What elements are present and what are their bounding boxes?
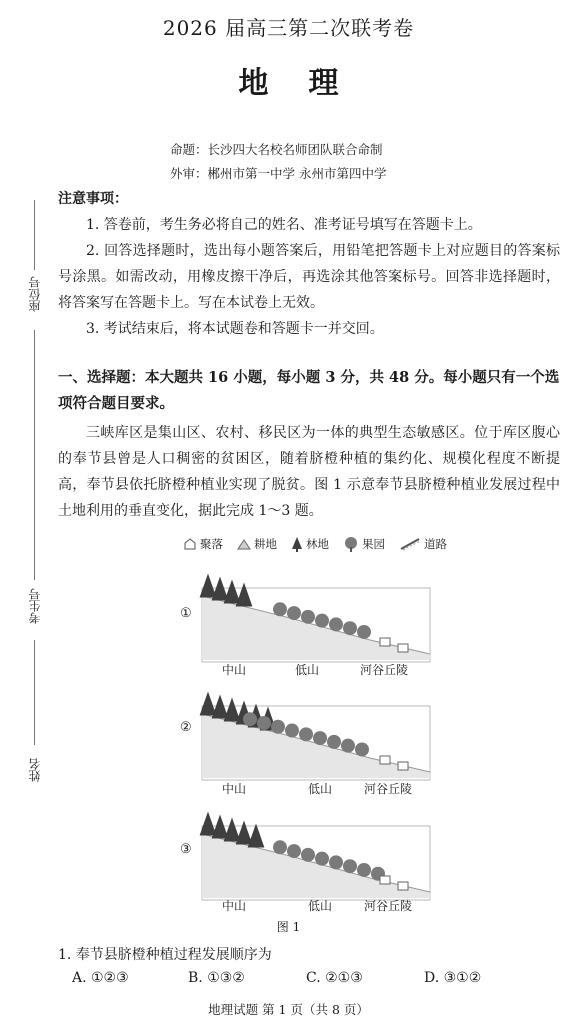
settlement-icon: [183, 537, 197, 551]
orchard-tree: [273, 602, 287, 616]
orchard-tree: [257, 716, 271, 730]
option-d[interactable]: D. ③①②: [424, 970, 482, 986]
legend-settlement: 聚落: [183, 536, 223, 552]
forest-tree: [236, 821, 253, 845]
forest-tree: [224, 580, 241, 604]
side-label-seat: 座位号: [28, 276, 42, 312]
panel-2-label-low: 低山: [308, 782, 333, 796]
orchard-tree: [327, 735, 341, 749]
settlement-house: [398, 644, 408, 652]
orchard-icon: [343, 536, 359, 552]
figure-caption: 图 1: [276, 920, 301, 934]
side-label-name: 姓名: [28, 758, 42, 782]
orchard-tree: [301, 610, 315, 624]
panel-1-label-mid: 中山: [222, 663, 247, 677]
orchard-tree: [271, 720, 285, 734]
panel-1-number: ①: [180, 606, 192, 621]
orchard-tree: [313, 731, 327, 745]
margin-line-name: [34, 640, 35, 745]
forest-tree: [224, 818, 241, 842]
forest-tree: [200, 692, 217, 716]
forest-tree: [200, 812, 217, 836]
orchard-tree: [357, 863, 371, 877]
section-heading: 一、选择题：本大题共 16 小题，每小题 3 分，共 48 分。每小题只有一个选项符合题目要求。: [58, 369, 560, 412]
road-icon: [399, 537, 421, 551]
figure-legend: [183, 536, 447, 552]
settlement-house: [398, 762, 408, 770]
option-a[interactable]: A. ①②③: [72, 970, 129, 986]
forest-icon: [291, 536, 303, 552]
panel-2-number: ②: [180, 720, 192, 735]
orchard-tree: [273, 840, 287, 854]
legend-orchard: 果园: [343, 536, 385, 552]
reviewer-line: 外审：郴州市第一中学 永州市第四中学: [170, 166, 387, 181]
setter-line: 命题：长沙四大名校名师团队联合命制: [170, 142, 383, 157]
orchard-tree: [355, 742, 369, 756]
settlement-house: [380, 756, 390, 764]
farmland-icon: [237, 537, 251, 551]
page-footer: 地理试题 第 1 页（共 8 页）: [208, 1002, 369, 1017]
notice-item-2: 2. 回答选择题时，选出每小题答案后，用铅笔把答题卡上对应题目的答案标号涂黑。如需改动，用橡皮擦干净后，再选涂其他答案标号。回答非选择题时，将答案写在答题卡上。写在本试卷上无效。: [58, 243, 560, 311]
settlement-house: [398, 882, 408, 890]
orchard-tree: [357, 625, 371, 639]
legend-forest: 林地: [291, 536, 329, 552]
exam-title: 2026 届高三第二次联考卷: [162, 16, 415, 40]
side-label-exam-no: 考生号: [28, 588, 42, 624]
orchard-tree: [315, 852, 329, 866]
question-1-stem: 1. 奉节县脐橙种植过程发展顺序为: [58, 947, 272, 963]
panel-3-label-mid: 中山: [222, 899, 247, 913]
orchard-tree: [329, 617, 343, 631]
orchard-tree: [301, 848, 315, 862]
forest-tree: [200, 574, 217, 598]
forest-tree: [236, 583, 253, 607]
option-b[interactable]: B. ①③②: [188, 970, 245, 986]
panel-1-label-valley: 河谷丘陵: [360, 663, 409, 677]
orchard-tree: [287, 606, 301, 620]
forest-tree: [224, 698, 241, 722]
legend-road: 道路: [399, 536, 447, 552]
orchard-tree: [343, 621, 357, 635]
notice-item-1: 1. 答卷前，考生务必将自己的姓名、准考证号填写在答题卡上。: [86, 217, 482, 233]
notice-item-3: 3. 考试结束后，将本试题卷和答题卡一并交回。: [86, 321, 384, 337]
orchard-tree: [341, 739, 355, 753]
panel-1-label-low: 低山: [295, 663, 320, 677]
margin-line-exam-no: [34, 330, 35, 580]
panel-3-label-low: 低山: [308, 899, 333, 913]
orchard-tree: [243, 712, 257, 726]
legend-farmland: 耕地: [237, 536, 277, 552]
orchard-tree: [285, 724, 299, 738]
orchard-tree: [315, 614, 329, 628]
margin-line-seat: [34, 200, 35, 270]
orchard-tree: [299, 727, 313, 741]
orchard-tree: [287, 844, 301, 858]
notice-heading: 注意事项：: [58, 191, 128, 207]
settlement-house: [380, 638, 390, 646]
subject-title: 地理: [238, 66, 379, 101]
orchard-tree: [329, 855, 343, 869]
panel-2-label-mid: 中山: [222, 782, 247, 796]
panel-3-number: ③: [180, 842, 192, 857]
forest-tree: [248, 824, 265, 848]
panel-2-label-valley: 河谷丘陵: [364, 782, 413, 796]
panel-3-label-valley: 河谷丘陵: [364, 899, 413, 913]
option-c[interactable]: C. ②①③: [306, 970, 363, 986]
settlement-house: [380, 876, 390, 884]
orchard-tree: [343, 859, 357, 873]
figure-panels: [170, 558, 440, 908]
passage: 三峡库区是集山区、农村、移民区为一体的典型生态敏感区。位于库区腹心的奉节县曾是人口稠密的贫困区，随着脐橙种植的集约化、规模化程度不断提高，奉节县依托脐橙种植业实现了脱贫。图 1 示意奉节县脐橙种植业发展过程中土地利用的垂直变化，据此完成 1～3 题。: [58, 425, 560, 519]
